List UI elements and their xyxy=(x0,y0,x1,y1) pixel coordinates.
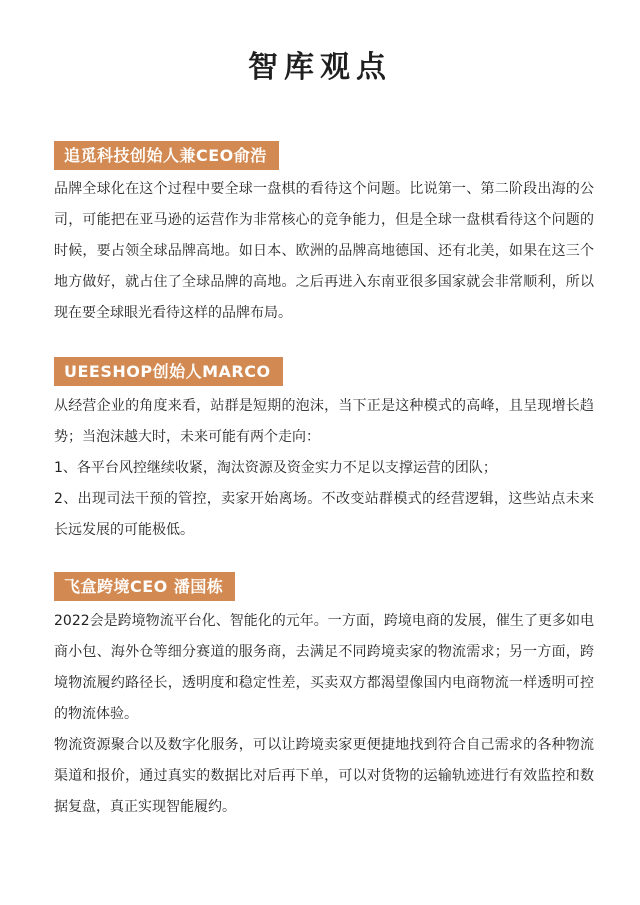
speaker-tag: UEESHOP创始人MARCO xyxy=(54,357,283,386)
viewpoint-section-1 xyxy=(54,141,594,329)
speaker-tag: 追觅科技创始人兼CEO俞浩 xyxy=(54,141,279,170)
paragraph: 物流资源聚合以及数字化服务，可以让跨境卖家更便捷地找到符合自己需求的各种物流渠道和报价，通过真实的数据比对后再下单，可以对货物的运输轨迹进行有效监控和数据复盘，真正实现智能履约。 xyxy=(54,737,594,815)
viewpoint-section-3 xyxy=(54,572,594,823)
viewpoint-section-2 xyxy=(54,357,594,546)
page-title: 智库观点 xyxy=(248,50,392,85)
paragraph: 1、各平台风控继续收紧，淘汰资源及资金实力不足以支撑运营的团队； xyxy=(54,460,497,476)
speaker-tag: 飞盒跨境CEO 潘国栋 xyxy=(54,572,235,601)
viewpoint-body xyxy=(54,174,594,329)
paragraph: 2022会是跨境物流平台化、智能化的元年。一方面，跨境电商的发展，催生了更多如电商小包、海外仓等细分赛道的服务商，去满足不同跨境卖家的物流需求；另一方面，跨境物流履约路径长，透明度和稳定性差，买卖双方都渴望像国内电商物流一样透明可控的物流体验。 xyxy=(54,613,594,722)
viewpoint-body xyxy=(54,391,594,546)
paragraph: 品牌全球化在这个过程中要全球一盘棋的看待这个问题。比说第一、第二阶段出海的公司，可能把在亚马逊的运营作为非常核心的竞争能力，但是全球一盘棋看待这个问题的时候，要占领全球品牌高地。如日本、欧洲的品牌高地德国、还有北美，如果在这三个地方做好，就占住了全球品牌的高地。之后再进入东南亚很多国家就会非常顺利，所以现在要全球眼光看待这样的品牌布局。 xyxy=(54,181,594,321)
paragraph: 从经营企业的角度来看，站群是短期的泡沫，当下正是这种模式的高峰，且呈现增长趋势；当泡沫越大时，未来可能有两个走向： xyxy=(54,398,594,445)
viewpoint-body xyxy=(54,606,594,823)
paragraph: 2、出现司法干预的管控，卖家开始离场。不改变站群模式的经营逻辑，这些站点未来长远发展的可能极低。 xyxy=(54,491,594,538)
